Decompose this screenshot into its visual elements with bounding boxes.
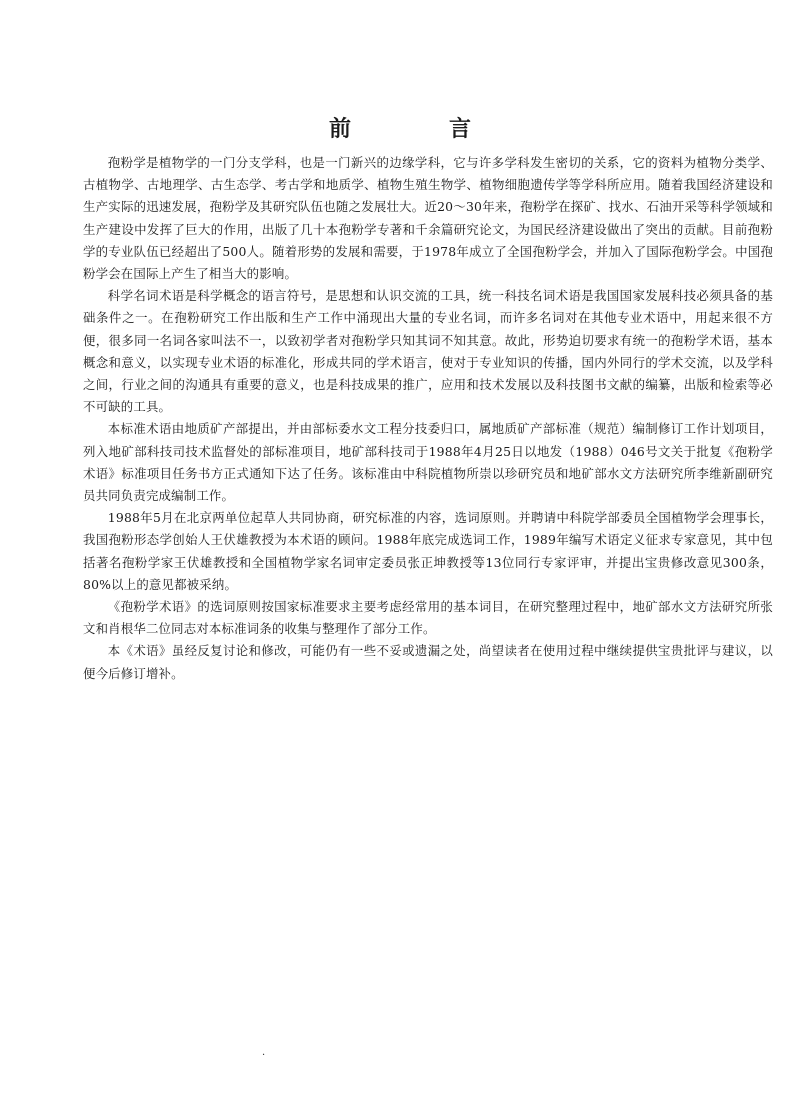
paragraph-1: 孢粉学是植物学的一门分支学科，也是一门新兴的边缘学科，它与许多学科发生密切的关系，它的资料为植物分类学、古植物学、古地理学、古生态学、考古学和地质学、植物生殖生物学、植物细胞遗传学等学科所应用。随着我国经济建设和生产实际的迅速发展，孢粉学及其研究队伍也随之发展壮大。近20～30年来，孢粉学在探矿、找水、石油开采等科学领域和生产建设中发挥了巨大的作用，出版了几十本孢粉学专著和千余篇研究论文，为国民经济建设做出了突出的贡献。目前孢粉学的专业队伍已经超出了500人。随着形势的发展和需要，于1978年成立了全国孢粉学会，并加入了国际孢粉学会。中国孢粉学会在国际上产生了相当大的影响。 <box>83 155 773 282</box>
paragraph-6: 本《术语》虽经反复讨论和修改，可能仍有一些不妥或遗漏之处，尚望读者在使用过程中继续提供宝贵批评与建议，以便今后修订增补。 <box>83 643 773 681</box>
page-title: 前 言 <box>328 117 509 142</box>
paragraph-2: 科学名词术语是科学概念的语言符号，是思想和认识交流的工具，统一科技名词术语是我国国家发展科技必须具备的基础条件之一。在孢粉研究工作出版和生产工作中涌现出大量的专业名词，而许多名词对在其他专业术语中，用起来很不方便，很多同一名词各家叫法不一，以致初学者对孢粉学只知其词不知其意。故此，形势迫切要求有统一的孢粉学术语，基本概念和意义，以实现专业术语的标准化，形成共同的学术语言，使对于专业知识的传播，国内外同行的学术交流，以及学科之间，行业之间的沟通具有重要的意义，也是科技成果的推广，应用和技术发展以及科技图书文献的编纂，出版和检索等必不可缺的工具。 <box>83 288 773 415</box>
paragraph-3: 本标准术语由地质矿产部提出，并由部标委水文工程分技委归口，属地质矿产部标准（规范）编制修订工作计划项目，列入地矿部科技司技术监督处的部标准项目，地矿部科技司于1988年4月25日以地发（1988）046号文关于批复《孢粉学术语》标准项目任务书方正式通知下达了任务。该标准由中科院植物所崇以珍研究员和地矿部水文方法研究所李维新副研究员共同负责完成编制工作。 <box>83 421 773 504</box>
paragraph-4: 1988年5月在北京两单位起草人共同协商，研究标准的内容，选词原则。并聘请中科院学部委员全国植物学会理事长，我国孢粉形态学创始人王伏雄教授为本术语的顾问。1988年底完成选词工作，1989年编写术语定义征求专家意见，其中包括著名孢粉学家王伏雄教授和全国植物学家名词审定委员张正坤教授等13位同行专家评审，并提出宝贵修改意见300条，80%以上的意见都被采纳。 <box>83 510 773 592</box>
preface-body <box>83 152 773 685</box>
paragraph-5: 《孢粉学术语》的选词原则按国家标准要求主要考虑经常用的基本词目，在研究整理过程中，地矿部水文方法研究所张文和肖根华二位同志对本标准词条的收集与整理作了部分工作。 <box>83 599 773 637</box>
footer-mark: · <box>262 1050 266 1061</box>
